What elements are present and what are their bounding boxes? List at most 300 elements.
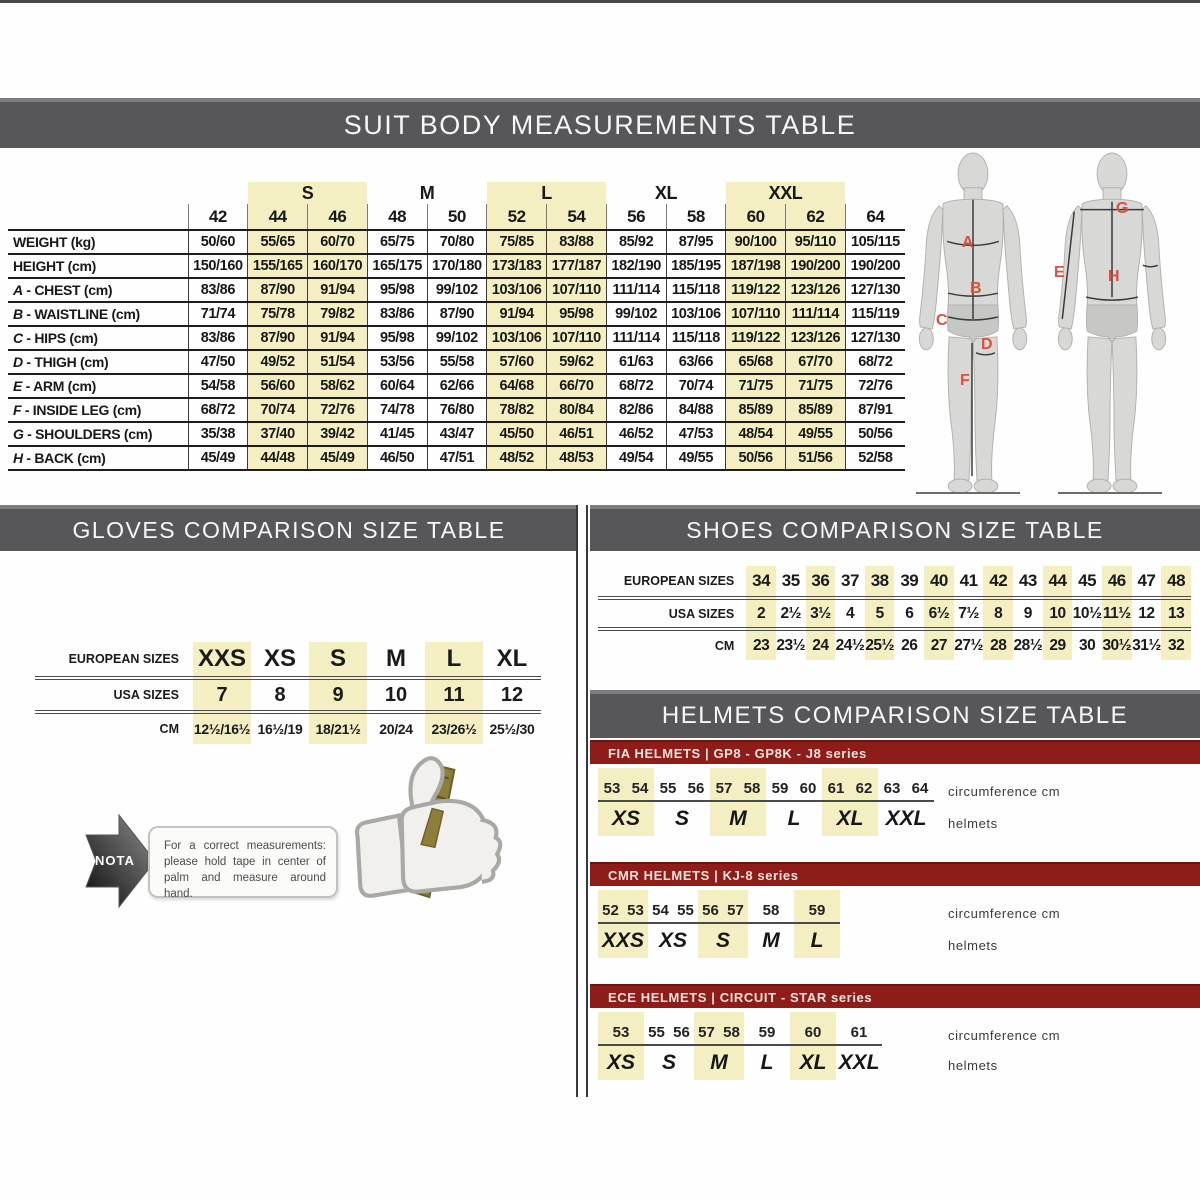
helmets-label: helmets [948,1058,998,1073]
size-value: 25½ [865,636,894,654]
helmets-table-title: HELMETS COMPARISON SIZE TABLE [661,702,1129,729]
circumference-value: 58 [743,780,761,797]
size-value: 7½ [954,598,984,629]
circumference-value: 56 [673,1024,690,1041]
measurement-letter: E [13,378,23,394]
size-value: 46 [1102,566,1132,598]
measurement-row [8,398,905,422]
measurement-value: 41/45 [367,422,427,446]
size-value: 16½/19 [257,721,303,737]
circumference-value: 60 [799,780,817,797]
circumference-values [598,890,648,924]
size-row [598,598,1191,629]
size-value: 10 [367,678,425,712]
figure-letter-waistline: B [970,280,982,297]
size-value: 45 [1072,566,1102,598]
nota-badge-label: NOTA [95,853,135,868]
measurement-value: 71/74 [188,302,248,326]
size-value: XXS [193,642,251,678]
measurement-value: 90/100 [726,230,786,254]
measurement-value: 190/200 [786,254,846,278]
suit-table-title: SUIT BODY MEASUREMENTS TABLE [343,109,857,140]
measurement-value: 127/130 [845,326,905,350]
measurement-value: 39/42 [308,422,368,446]
measurement-value: 127/130 [845,278,905,302]
helmet-size-group [644,1012,694,1080]
measurement-value: 87/90 [248,278,308,302]
measurement-value: 95/110 [786,230,846,254]
measurement-value: 50/56 [726,446,786,470]
measurement-value: 44/48 [248,446,308,470]
ece-helmets-size-table [598,1012,882,1080]
circumference-value: 53 [627,902,644,919]
measurement-row [8,326,905,350]
circumference-value: 53 [612,1024,630,1041]
shoes-table-header [590,505,1200,551]
helmet-size-group [694,1012,744,1080]
size-value: S [309,642,367,678]
measurement-value: 67/70 [786,350,846,374]
measurement-value: 71/75 [726,374,786,398]
measurement-value: 68/72 [188,398,248,422]
measurement-value: 115/118 [666,278,726,302]
measurement-value: 103/106 [666,302,726,326]
suit-table-header [0,98,1200,148]
figure-letter-chest: A [962,234,974,251]
measurement-figures [900,148,1192,498]
size-value: 20/24 [379,721,413,737]
measurement-value: 68/72 [845,350,905,374]
measurement-value: 111/114 [606,326,666,350]
size-group-header: XL [654,182,678,203]
measurement-value: 61/63 [606,350,666,374]
measurement-value: 35/38 [188,422,248,446]
measurement-value: 45/49 [308,446,368,470]
helmet-size-group [794,890,840,958]
size-value: 43 [1013,566,1043,598]
circumference-value: 58 [723,1024,740,1041]
size-number: 60 [726,204,786,230]
helmet-size-label: L [787,807,801,830]
helmet-size-group [598,1012,644,1080]
measurement-value: 60/70 [308,230,368,254]
helmet-size-group [598,768,654,836]
size-group-header: XXL [726,182,846,204]
circumference-values [694,1012,744,1046]
size-value: 23½ [776,636,806,654]
helmet-size-label: S [715,929,730,952]
measurement-value: 62/66 [427,374,487,398]
measurement-value: 123/126 [786,278,846,302]
ece-series-label: ECE HELMETS | CIRCUIT - STAR series [608,989,873,1005]
helmet-size-label: S [661,1051,676,1074]
helmet-size-label: XXL [885,807,927,830]
measurement-value: 103/106 [487,326,547,350]
measurement-value: 99/102 [606,302,666,326]
size-value: 29 [1049,636,1066,654]
circumference-value: 56 [702,902,719,919]
measurement-value: 87/90 [248,326,308,350]
gloves-table-header [0,505,578,551]
size-value: 32 [1167,636,1185,654]
helmet-size-label: S [674,807,689,830]
size-number: 56 [606,204,666,230]
figure-letter-arm: E [1054,264,1065,281]
measurement-value: 87/95 [666,230,726,254]
measurement-value: 49/55 [786,422,846,446]
circumference-values [878,768,934,802]
size-group-header [188,182,248,204]
helmet-size-label: XL [836,807,864,830]
circumference-values [836,1012,882,1046]
measurement-value: 91/94 [487,302,547,326]
measurement-value: 182/190 [606,254,666,278]
size-value: 31½ [1132,636,1161,654]
measurement-value: 47/51 [427,446,487,470]
circumference-value: 55 [648,1024,665,1041]
size-number: 52 [487,204,547,230]
size-row [35,642,541,678]
size-group-header: L [487,182,607,204]
panel-divider-line [586,505,588,1097]
measurement-value: 190/200 [845,254,905,278]
size-value: 35 [776,566,806,598]
circumference-value: 55 [677,902,694,919]
measurement-value: 57/60 [487,350,547,374]
circumference-value: 54 [631,780,649,797]
circumference-value: 62 [855,780,873,797]
circumference-values [748,890,794,924]
measurement-value: 66/70 [547,374,607,398]
size-value: 18/21½ [315,721,361,737]
helmet-size-label: M [729,807,747,830]
size-value: 47 [1132,566,1162,598]
measurement-value: 95/98 [547,302,607,326]
size-group-header [845,182,905,204]
measurement-value: 70/74 [666,374,726,398]
circumference-value: 57 [727,902,744,919]
circumference-values [644,1012,694,1046]
circumference-value: 57 [715,780,733,797]
helmet-size-label: XS [606,1051,635,1074]
measurement-letter: D [13,354,23,370]
measurement-value: 119/122 [726,278,786,302]
measurement-value: 155/165 [248,254,308,278]
circumference-values [710,768,766,802]
size-value: 3½ [806,598,836,629]
measurement-value: 48/53 [547,446,607,470]
row-label: CM [159,722,179,736]
helmet-size-label: L [810,929,824,952]
size-number: 48 [367,204,427,230]
fia-series-label: FIA HELMETS | GP8 - GP8K - J8 series [608,745,867,761]
shoes-comparison-table [598,566,1191,660]
measurement-value: 103/106 [487,278,547,302]
measurement-value: 150/160 [188,254,248,278]
measurement-value: 76/80 [427,398,487,422]
size-value: 44 [1043,566,1073,598]
circumference-values [822,768,878,802]
helmet-size-label: XXL [838,1051,880,1074]
measurement-value: 43/47 [427,422,487,446]
helmets-label: helmets [948,938,998,953]
measurement-value: 48/52 [487,446,547,470]
measurement-value: 83/86 [188,326,248,350]
size-value: 10½ [1072,598,1102,629]
thumbs-up-tape-illustration [352,756,504,922]
measurement-value: 87/91 [845,398,905,422]
fia-helmets-series-bar [590,740,1200,764]
suit-size-number-row [8,204,905,230]
measurement-value: 45/50 [487,422,547,446]
measurement-value: 72/76 [308,398,368,422]
circumference-value: 53 [603,780,621,797]
measurement-value: 105/115 [845,230,905,254]
ece-helmets-series-bar [590,984,1200,1008]
measurement-value: 51/54 [308,350,368,374]
measurement-value: 53/56 [367,350,427,374]
measurement-row [8,374,905,398]
measurement-row-label: G - SHOULDERS (cm) [8,422,188,446]
size-value: 10 [1043,598,1073,629]
circumference-value: 64 [911,780,929,797]
shoes-size-table [598,566,1191,660]
measurement-value: 55/65 [248,230,308,254]
measurement-value: 51/56 [786,446,846,470]
size-number: 50 [427,204,487,230]
circumference-values [598,768,654,802]
measurement-value: 185/195 [666,254,726,278]
helmet-size-group [654,768,710,836]
size-value: 41 [954,566,984,598]
helmet-size-group [748,890,794,958]
measurement-value: 50/60 [188,230,248,254]
measurement-value: 111/114 [606,278,666,302]
helmet-size-group [790,1012,836,1080]
helmet-size-label: XXS [601,929,645,952]
measurement-value: 85/89 [786,398,846,422]
circumference-values [648,890,698,924]
measurement-row-label: A - CHEST (cm) [8,278,188,302]
measurement-value: 83/86 [188,278,248,302]
measurement-value: 65/75 [367,230,427,254]
measurement-value: 123/126 [786,326,846,350]
size-value: 23/26½ [431,721,477,737]
measurement-row [8,302,905,326]
size-value: 39 [894,566,924,598]
size-value: 11½ [1102,598,1132,629]
size-value: 13 [1161,598,1191,629]
measurement-value: 64/68 [487,374,547,398]
circumference-value: 59 [771,780,789,797]
circumference-value: 60 [804,1024,822,1041]
measurement-value: 58/62 [308,374,368,398]
row-label: EUROPEAN SIZES [598,566,746,598]
measurement-value: 47/50 [188,350,248,374]
circumference-value: 56 [687,780,705,797]
size-value: 8 [251,678,309,712]
helmet-size-group [822,768,878,836]
size-group-header: M [419,182,435,203]
measurement-value: 107/110 [547,278,607,302]
size-value: 12 [1132,598,1162,629]
measurement-value: 99/102 [427,278,487,302]
size-value: 30 [1079,636,1096,654]
measurement-value: 80/84 [547,398,607,422]
size-row [35,678,541,712]
gloves-size-table [35,642,541,744]
measurement-row-label: WEIGHT (kg) [8,230,188,254]
circumference-values [790,1012,836,1046]
circumference-label: circumference cm [948,1028,1061,1043]
circumference-value: 59 [758,1024,776,1041]
measurement-value: 55/58 [427,350,487,374]
circumference-value: 59 [808,902,826,919]
size-value: 12½/16½ [193,721,251,737]
size-value: 5 [865,598,895,629]
size-value: 27½ [954,636,983,654]
measurement-letter: G [13,426,24,442]
size-value: XL [483,642,541,678]
size-value: 42 [983,566,1013,598]
measurement-value: 78/82 [487,398,547,422]
cmr-helmets-size-table [598,890,840,958]
measurement-value: 45/49 [188,446,248,470]
measurement-value: 91/94 [308,326,368,350]
mannequin-front-figure [903,148,1043,496]
helmet-size-group [836,1012,882,1080]
helmet-size-group [710,768,766,836]
figure-letter-thigh: D [981,336,993,353]
measurement-value: 68/72 [606,374,666,398]
measurement-value: 85/92 [606,230,666,254]
helmet-size-label: XS [658,929,687,952]
circumference-values [766,768,822,802]
size-value: 36 [806,566,836,598]
measurement-value: 56/60 [248,374,308,398]
measurement-value: 46/52 [606,422,666,446]
circumference-value: 61 [850,1024,868,1041]
row-label: USA SIZES [598,598,746,629]
measurement-row [8,254,905,278]
size-value: M [367,642,425,678]
measurement-row-label: B - WAISTLINE (cm) [8,302,188,326]
measurement-value: 165/175 [367,254,427,278]
size-value: 40 [924,566,954,598]
figure-letter-inside-leg: F [960,372,970,389]
measurement-value: 70/74 [248,398,308,422]
size-value: 38 [865,566,895,598]
measurement-row [8,446,905,470]
panel-divider-line [576,505,578,1097]
measurement-value: 85/89 [726,398,786,422]
measurement-value: 119/122 [726,326,786,350]
measurement-row-label: H - BACK (cm) [8,446,188,470]
measurement-value: 59/62 [547,350,607,374]
size-value: 8 [983,598,1013,629]
gloves-table-title: GLOVES COMPARISON SIZE TABLE [72,516,506,543]
gloves-comparison-table [35,642,541,744]
figure-ground-line [916,492,1020,494]
helmet-size-label: XL [799,1051,827,1074]
size-value: 48 [1161,566,1191,598]
size-value: 34 [746,566,776,598]
measurement-value: 84/88 [666,398,726,422]
size-value: XS [251,642,309,678]
suit-size-table [8,182,905,471]
helmet-size-label: M [710,1051,728,1074]
row-label: CM [714,638,735,653]
helmet-size-group [766,768,822,836]
suit-size-group-row [8,182,905,204]
figure-letter-hips: C [936,312,948,329]
measurement-value: 115/119 [845,302,905,326]
measurement-value: 99/102 [427,326,487,350]
measurement-value: 54/58 [188,374,248,398]
circumference-value: 61 [827,780,845,797]
measurement-value: 70/80 [427,230,487,254]
size-value: 4 [835,598,865,629]
helmet-size-group [878,768,934,836]
size-value: 9 [1013,598,1043,629]
helmet-size-label: M [762,929,780,952]
size-number: 46 [308,204,368,230]
measurement-row-label: C - HIPS (cm) [8,326,188,350]
measurement-value: 107/110 [726,302,786,326]
size-value: 24½ [835,636,865,654]
measurement-value: 87/90 [427,302,487,326]
helmet-size-group [648,890,698,958]
measurement-value: 72/76 [845,374,905,398]
measurement-row-label: E - ARM (cm) [8,374,188,398]
helmets-table-header [590,690,1200,738]
measurement-value: 49/54 [606,446,666,470]
row-label: EUROPEAN SIZES [35,642,193,678]
measurement-value: 75/85 [487,230,547,254]
size-row [35,712,541,744]
measurement-value: 79/82 [308,302,368,326]
circumference-value: 54 [652,902,669,919]
circumference-values [794,890,840,924]
measurement-value: 46/51 [547,422,607,446]
measurement-value: 95/98 [367,278,427,302]
circumference-value: 58 [762,902,780,919]
measurement-value: 95/98 [367,326,427,350]
measurement-value: 83/86 [367,302,427,326]
size-number: 62 [786,204,846,230]
measurement-value: 74/78 [367,398,427,422]
measurement-value: 49/52 [248,350,308,374]
size-value: 28½ [1013,636,1043,654]
size-value: 25½/30 [489,721,535,737]
measurement-letter: F [13,402,22,418]
size-value: 7 [193,678,251,712]
size-value: 23 [752,636,770,654]
measurement-value: 170/180 [427,254,487,278]
helmet-size-label: XS [611,807,640,830]
measurement-letter: H [13,450,23,466]
size-number: 58 [666,204,726,230]
measurement-row [8,230,905,254]
measurement-value: 50/56 [845,422,905,446]
row-label: USA SIZES [35,678,193,712]
size-number: 42 [188,204,248,230]
size-number: 64 [845,204,905,230]
measurement-value: 82/86 [606,398,666,422]
circumference-value: 63 [883,780,901,797]
helmet-size-group [698,890,748,958]
measurement-note: For a correct measurements: please hold tape in center of palm and measure around hand. [148,826,338,898]
